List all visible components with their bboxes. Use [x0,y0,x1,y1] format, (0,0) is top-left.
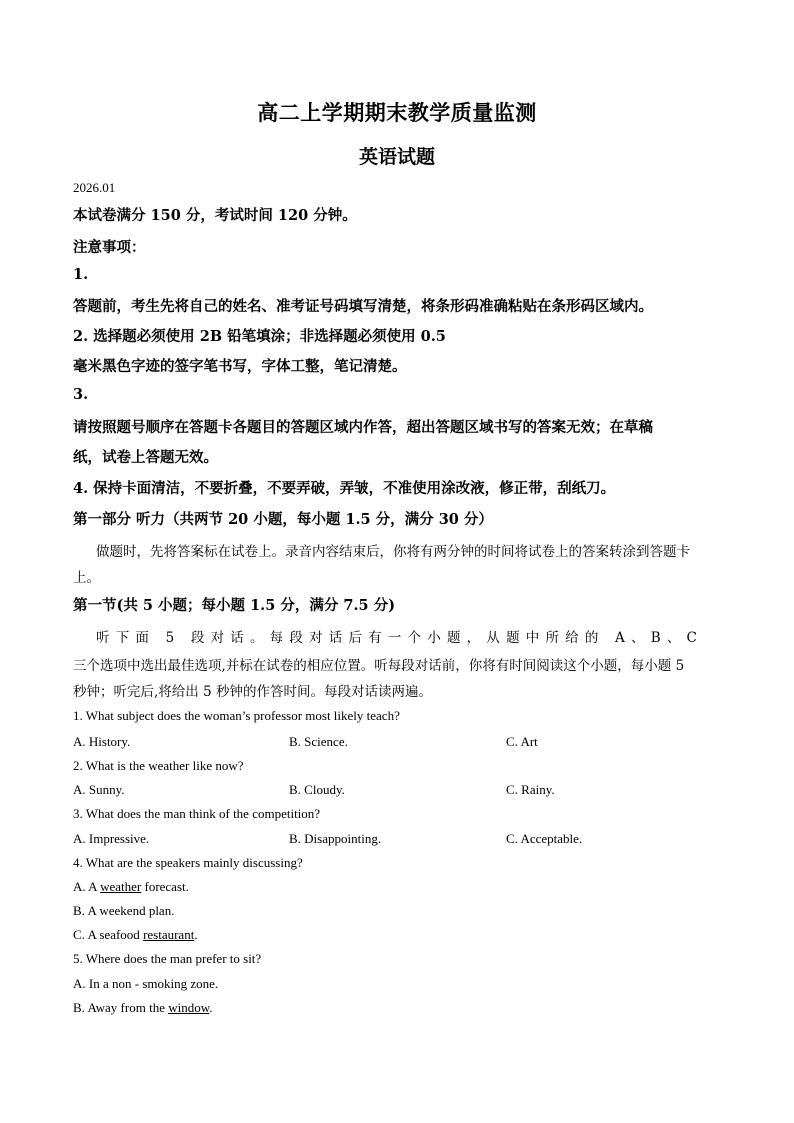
part-1-heading: 第一部分 听力（共两节 20 小题，每小题 1.5 分，满分 30 分） [73,511,493,528]
question-3-option-b: B. Disappointing. [289,831,382,846]
option-text: A. A [73,879,101,894]
question-1-option-c: C. Art [506,734,538,749]
note-4: 4. 保持卡面清洁，不要折叠，不要弄破，弄皱，不准使用涂改液，修正带，刮纸刀。 [73,480,616,497]
part-1-instruction-line-2: 上。 [73,570,100,586]
question-2-option-b: B. Cloudy. [289,782,345,797]
underlined-word: weather [100,879,142,894]
option-text: . [194,927,198,942]
note-3-line-1: 请按照题号顺序在答题卡各题目的答题区域内作答，超出答题区域书写的答案无效；在草稿 [73,419,653,436]
note-3-number: 3. [73,386,89,403]
option-text: C. A seafood [73,927,144,942]
question-2-stem: 2. What is the weather like now? [73,758,244,773]
note-2-line-2: 毫米黑色字迹的签字笔书写，字体工整，笔记清楚。 [73,358,407,375]
question-2-option-a: A. Sunny. [73,782,125,797]
underlined-word: restaurant [143,927,195,942]
exam-date: 2026.01 [73,180,116,195]
question-3-option-c: C. Acceptable. [506,831,583,846]
note-1-text: 答题前，考生先将自己的姓名、准考证号码填写清楚，将条形码准确粘贴在条形码区域内。 [73,298,653,315]
question-4-option-a [73,879,189,895]
question-4-option-b: B. A weekend plan. [73,903,175,918]
notes-heading: 注意事项： [73,239,146,256]
section-1-instruction-line-1: 听下面 5 段对话。每段对话后有一个小题，从题中所给的 A、B、C [96,630,704,646]
note-2-line-1: 2. 选择题必须使用 2B 铅笔填涂；非选择题必须使用 0.5 [73,328,446,345]
option-text: B. Away from the [73,1000,169,1015]
score-time-note: 本试卷满分 150 分，考试时间 120 分钟。 [73,207,357,224]
option-text: . [209,1000,213,1015]
question-3-stem: 3. What does the man think of the competition? [73,806,321,821]
exam-subject: 英语试题 [358,146,435,168]
underlined-word: window [168,1000,210,1015]
question-5-stem: 5. Where does the man prefer to sit? [73,951,262,966]
question-1-option-b: B. Science. [289,734,348,749]
note-3-line-2: 纸，试卷上答题无效。 [73,449,218,466]
option-text: forecast. [141,879,189,894]
part-1-instruction-line-1: 做题时，先将答案标在试卷上。录音内容结束后，你将有两分钟的时间将试卷上的答案转涂到答题卡 [96,544,690,560]
note-1-number: 1. [73,266,89,283]
question-2-option-c: C. Rainy. [506,782,555,797]
question-5-option-b [73,1000,213,1016]
question-5-option-a: A. In a non - smoking zone. [73,976,219,991]
question-4-option-c [73,927,198,943]
question-4-stem: 4. What are the speakers mainly discussing? [73,855,303,870]
exam-title: 高二上学期期末教学质量监测 [257,100,537,125]
question-1-option-a: A. History. [73,734,131,749]
question-3-option-a: A. Impressive. [73,831,150,846]
section-1-instruction-line-2: 三个选项中选出最佳选项,并标在试卷的相应位置。听每段对话前，你将有时间阅读这个小题，每小题 5 [73,658,685,674]
section-1-heading: 第一节(共 5 小题；每小题 1.5 分，满分 7.5 分) [73,597,396,614]
section-1-instruction-line-3: 秒钟；听完后,将给出 5 秒钟的作答时间。每段对话读两遍。 [73,684,432,700]
question-1-stem: 1. What subject does the woman’s professor most likely teach? [73,708,400,723]
